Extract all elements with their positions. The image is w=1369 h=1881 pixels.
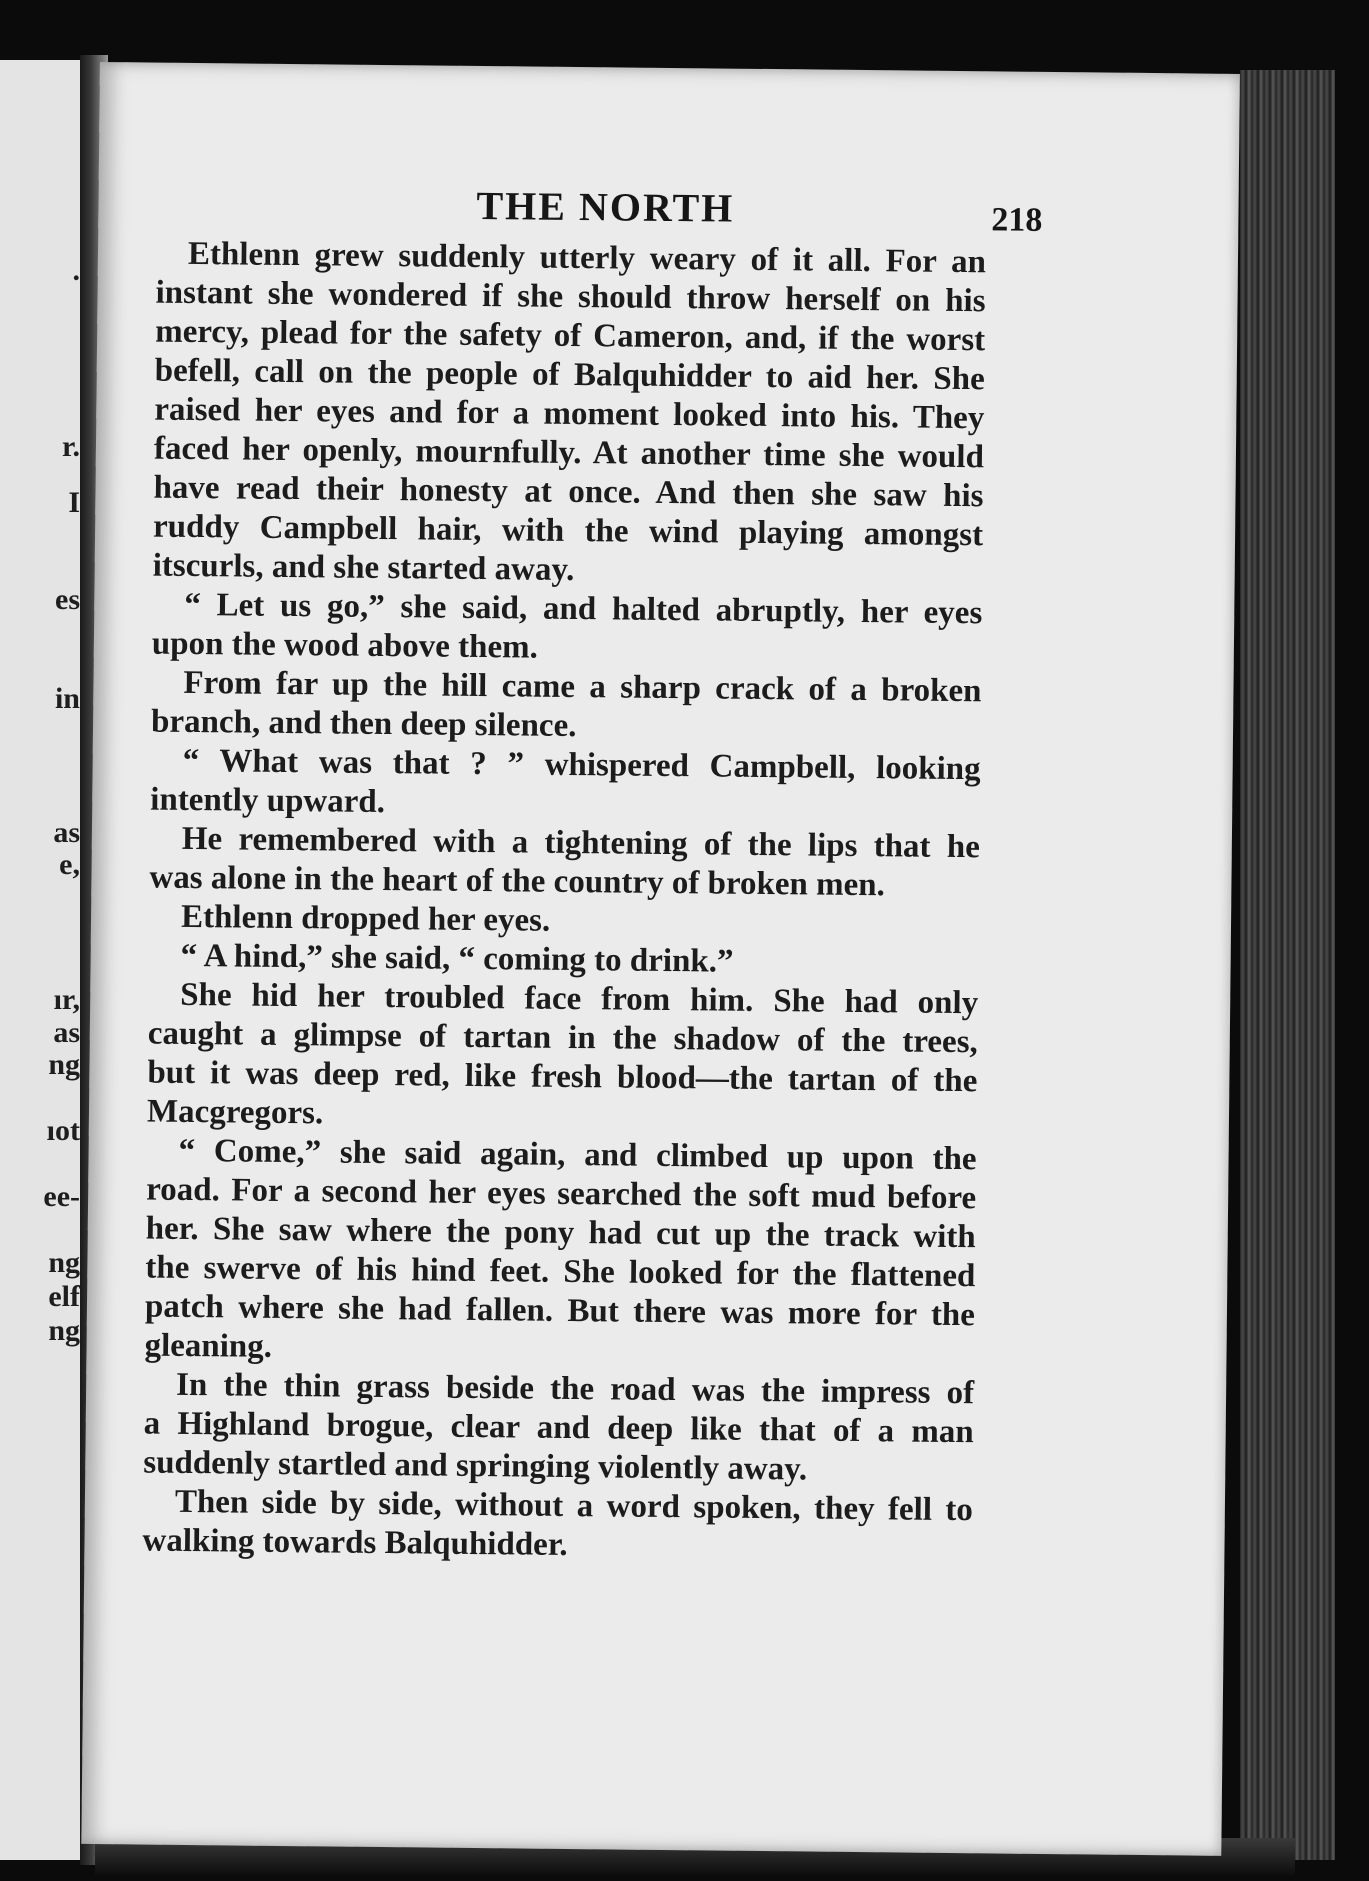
left-fragment: elf bbox=[48, 1280, 80, 1313]
text-line: In the thin grass beside the road was the impress of bbox=[175, 1366, 975, 1412]
text-line: walking towards Balquhidder. bbox=[142, 1522, 568, 1563]
text-line: Ethlenn grew suddenly utterly weary of it all. For an bbox=[187, 235, 987, 281]
left-fragment: . bbox=[72, 254, 80, 287]
book-page bbox=[81, 62, 1240, 1856]
text-line: From far up the hill came a sharp crack of a broken bbox=[183, 664, 982, 710]
left-fragment: ng bbox=[48, 1246, 80, 1279]
running-head: THE NORTH bbox=[476, 182, 735, 231]
text-line: her. She saw where the pony had cut up the track with bbox=[145, 1210, 976, 1256]
text-line: instant she wondered if she should throw herself on his bbox=[155, 274, 986, 320]
left-fragment: as bbox=[53, 1016, 80, 1049]
left-fragment: ng bbox=[48, 1048, 80, 1081]
paragraph bbox=[152, 586, 983, 673]
text-line: itscurls, and she started away. bbox=[152, 547, 575, 588]
text-line: but it was deep red, like fresh blood—the tartan of the bbox=[147, 1054, 978, 1100]
text-line: mercy, plead for the safety of Cameron, and, if the worst bbox=[154, 313, 986, 359]
left-fragment: as bbox=[53, 816, 80, 849]
left-page-edge bbox=[0, 60, 88, 1860]
book-fore-edge bbox=[1240, 70, 1335, 1860]
text-line: “ A hind,” she said, “ coming to drink.” bbox=[180, 937, 734, 980]
left-fragment: ng bbox=[48, 1314, 80, 1347]
paragraph bbox=[150, 742, 981, 829]
text-line: gleaning. bbox=[144, 1327, 273, 1365]
text-line: branch, and then deep silence. bbox=[150, 703, 577, 745]
page-header bbox=[98, 178, 1238, 240]
left-fragment: ır, bbox=[53, 983, 80, 1016]
paragraph bbox=[144, 1132, 976, 1375]
paragraph bbox=[153, 235, 987, 595]
text-line: Then side by side, without a word spoken, they fell to bbox=[174, 1483, 974, 1529]
text-line: He remembered with a tightening of the lips that he bbox=[181, 820, 981, 866]
text-line: road. For a second her eyes searched the soft mud before bbox=[146, 1171, 977, 1217]
text-line: Macgregors. bbox=[146, 1093, 324, 1132]
text-line: the swerve of his hind feet. She looked for the flattened bbox=[145, 1249, 976, 1295]
text-line: a Highland brogue, clear and deep like that of a man bbox=[143, 1405, 974, 1451]
left-fragment: e, bbox=[59, 848, 80, 881]
text-line: upon the wood above them. bbox=[151, 625, 539, 666]
paragraph bbox=[151, 664, 982, 751]
text-line: was alone in the heart of the country of broken men. bbox=[149, 859, 886, 904]
text-line: “ What was that ? ” whispered Campbell, looking bbox=[182, 742, 981, 788]
paragraph bbox=[143, 1366, 974, 1492]
text-line: patch where she had fallen. But there was more for the bbox=[144, 1288, 976, 1334]
text-line: suddenly startled and springing violently away. bbox=[143, 1444, 808, 1488]
paragraph bbox=[149, 820, 980, 907]
left-fragment: es bbox=[55, 583, 80, 616]
page-number: 218 bbox=[991, 201, 1043, 239]
text-line: ruddy Campbell hair, with the wind playing amongst bbox=[152, 508, 984, 554]
text-line: intently upward. bbox=[150, 781, 386, 821]
left-fragment: r. bbox=[61, 430, 80, 463]
left-fragment: ıot bbox=[46, 1114, 80, 1147]
left-fragment: ee- bbox=[43, 1180, 80, 1213]
text-line: “ Come,” she said again, and climbed up upon the bbox=[178, 1132, 977, 1178]
text-line: have read their honesty at once. And then she saw his bbox=[153, 469, 984, 515]
paragraph bbox=[147, 976, 979, 1141]
text-line: She hid her troubled face from him. She had only bbox=[180, 976, 979, 1022]
page-body bbox=[142, 235, 986, 1570]
paragraph bbox=[142, 1483, 973, 1570]
text-line: befell, call on the people of Balquhidder to aid her. She bbox=[154, 352, 985, 398]
text-line: Ethlenn dropped her eyes. bbox=[180, 898, 551, 939]
text-line: “ Let us go,” she said, and halted abruptly, her eyes bbox=[184, 586, 983, 632]
text-line: caught a glimpse of tartan in the shadow of the trees, bbox=[147, 1015, 978, 1061]
left-fragment: in bbox=[54, 682, 80, 715]
left-fragment: I bbox=[68, 486, 80, 519]
text-line: faced her openly, mournfully. At another time she would bbox=[153, 430, 985, 476]
text-line: raised her eyes and for a moment looked into his. They bbox=[154, 391, 985, 437]
